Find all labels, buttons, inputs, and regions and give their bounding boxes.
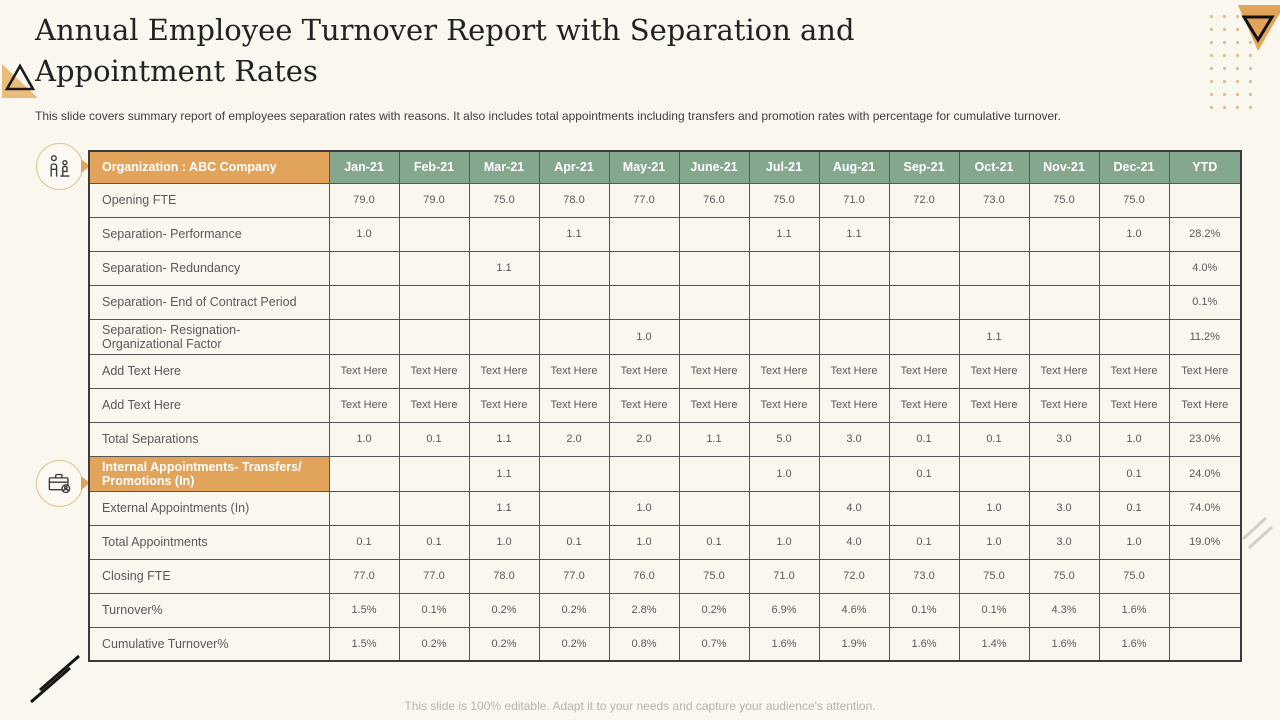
table-cell (819, 319, 889, 354)
table-cell (679, 217, 749, 251)
table-cell: 1.9% (819, 627, 889, 661)
table-cell (399, 251, 469, 285)
row-label: Separation- Resignation- Organizational Factor (89, 319, 329, 354)
table-cell[interactable]: Text Here (819, 388, 889, 422)
table-cell: 1.0 (959, 525, 1029, 559)
table-cell: 0.1% (399, 593, 469, 627)
table-cell: 4.0% (1169, 251, 1241, 285)
table-cell: 3.0 (819, 422, 889, 456)
row-label: Opening FTE (89, 183, 329, 217)
table-cell: 1.1 (469, 456, 539, 491)
table-cell: 1.0 (329, 422, 399, 456)
table-cell (1029, 456, 1099, 491)
table-row (89, 183, 1241, 217)
table-cell: 0.1% (959, 593, 1029, 627)
table-cell: 4.6% (819, 593, 889, 627)
row-label: Closing FTE (89, 559, 329, 593)
table-cell: 4.3% (1029, 593, 1099, 627)
table-cell: 74.0% (1169, 491, 1241, 525)
table-cell: 0.2% (679, 593, 749, 627)
table-cell (959, 251, 1029, 285)
table-cell: 0.1 (1099, 491, 1169, 525)
table-cell: 1.0 (469, 525, 539, 559)
table-cell (819, 251, 889, 285)
table-row (89, 285, 1241, 319)
table-cell: 0.1 (399, 422, 469, 456)
column-header: Jul-21 (749, 151, 819, 183)
table-cell: 1.0 (749, 525, 819, 559)
table-cell: 73.0 (959, 183, 1029, 217)
table-cell[interactable]: Text Here (609, 388, 679, 422)
table-cell: 77.0 (609, 183, 679, 217)
table-cell (539, 456, 609, 491)
table-cell (1029, 217, 1099, 251)
table-cell (1029, 251, 1099, 285)
table-row (89, 354, 1241, 388)
table-cell (539, 319, 609, 354)
table-cell[interactable]: Text Here (1169, 354, 1241, 388)
employees-icon (36, 143, 83, 190)
table-cell (679, 319, 749, 354)
table-cell: 79.0 (399, 183, 469, 217)
table-cell (329, 319, 399, 354)
table-cell: 75.0 (1099, 559, 1169, 593)
table-cell: 75.0 (469, 183, 539, 217)
table-cell: 1.4% (959, 627, 1029, 661)
table-cell (609, 456, 679, 491)
table-cell: 0.2% (469, 593, 539, 627)
table-cell: 0.1% (889, 593, 959, 627)
row-label: Total Appointments (89, 525, 329, 559)
table-cell: 0.2% (399, 627, 469, 661)
table-cell[interactable]: Text Here (399, 354, 469, 388)
table-cell (399, 319, 469, 354)
table-cell (749, 491, 819, 525)
table-cell: 11.2% (1169, 319, 1241, 354)
table-cell (469, 285, 539, 319)
table-cell (1099, 251, 1169, 285)
table-cell: 1.1 (679, 422, 749, 456)
table-cell[interactable]: Text Here (959, 354, 1029, 388)
table-cell (1169, 183, 1241, 217)
row-label: Turnover% (89, 593, 329, 627)
table-org-header: Organization : ABC Company (89, 151, 329, 183)
table-cell (539, 251, 609, 285)
table-cell[interactable]: Text Here (889, 388, 959, 422)
table-cell: 2.8% (609, 593, 679, 627)
footer-note: This slide is 100% editable. Adapt it to your needs and capture your audience's attention. (404, 699, 876, 713)
table-cell: 23.0% (1169, 422, 1241, 456)
table-cell: 1.1 (469, 251, 539, 285)
table-cell[interactable]: Text Here (329, 354, 399, 388)
row-label: Separation- Redundancy (89, 251, 329, 285)
table-cell: 1.0 (609, 491, 679, 525)
table-cell (749, 285, 819, 319)
table-cell: 1.6% (1099, 627, 1169, 661)
table-cell (1169, 559, 1241, 593)
table-cell[interactable]: Text Here (1169, 388, 1241, 422)
table-cell: 1.6% (1099, 593, 1169, 627)
table-cell: 0.2% (539, 627, 609, 661)
column-header: May-21 (609, 151, 679, 183)
table-cell (329, 251, 399, 285)
row-label[interactable]: Add Text Here (89, 388, 329, 422)
table-cell (679, 456, 749, 491)
table-cell (609, 285, 679, 319)
table-cell: 1.1 (469, 491, 539, 525)
table-cell: 1.0 (1099, 525, 1169, 559)
table-cell: 3.0 (1029, 422, 1099, 456)
subtitle: This slide covers summary report of employees separation rates with reasons. It also includes total appointments including transfers and promotion rates with percentage for cumulative turnover. (35, 109, 1061, 123)
table-cell: 75.0 (1099, 183, 1169, 217)
table-cell (749, 319, 819, 354)
table-cell[interactable]: Text Here (399, 388, 469, 422)
table-cell: 1.0 (609, 525, 679, 559)
table-cell (399, 491, 469, 525)
table-cell[interactable]: Text Here (1029, 388, 1099, 422)
table-cell: 1.6% (1029, 627, 1099, 661)
table-cell (469, 319, 539, 354)
table-cell (889, 251, 959, 285)
table-cell (679, 285, 749, 319)
table-cell: 1.6% (889, 627, 959, 661)
table-cell (469, 217, 539, 251)
table-cell[interactable]: Text Here (469, 354, 539, 388)
table-cell: 3.0 (1029, 525, 1099, 559)
table-cell: 1.5% (329, 627, 399, 661)
table-cell (959, 285, 1029, 319)
table-cell[interactable]: Text Here (1099, 388, 1169, 422)
table-cell (959, 217, 1029, 251)
table-cell: 1.1 (959, 319, 1029, 354)
table-cell: 0.7% (679, 627, 749, 661)
table-cell (399, 285, 469, 319)
table-cell[interactable]: Text Here (819, 354, 889, 388)
table-cell[interactable]: Text Here (539, 388, 609, 422)
table-cell: 0.1 (399, 525, 469, 559)
table-cell[interactable]: Text Here (539, 354, 609, 388)
column-header: YTD (1169, 151, 1241, 183)
table-cell[interactable]: Text Here (679, 354, 749, 388)
table-cell: 0.1 (1099, 456, 1169, 491)
table-row (89, 319, 1241, 354)
row-label: External Appointments (In) (89, 491, 329, 525)
table-cell: 77.0 (329, 559, 399, 593)
triangle-down-icon (1234, 5, 1280, 57)
table-row (89, 593, 1241, 627)
table-cell: 1.0 (609, 319, 679, 354)
table-row (89, 491, 1241, 525)
table-cell: 76.0 (609, 559, 679, 593)
table-cell: 0.1 (889, 456, 959, 491)
table-cell (889, 491, 959, 525)
table-row (89, 217, 1241, 251)
table-cell: 1.1 (539, 217, 609, 251)
page-title: Annual Employee Turnover Report with Separation and Appointment Rates (35, 13, 855, 88)
double-slash-icon (1238, 512, 1278, 556)
table-cell: 1.0 (749, 456, 819, 491)
table-cell[interactable]: Text Here (469, 388, 539, 422)
table-cell[interactable]: Text Here (959, 388, 1029, 422)
table-cell: 2.0 (539, 422, 609, 456)
table-cell (539, 285, 609, 319)
table-cell (539, 491, 609, 525)
table-cell: 0.1 (889, 422, 959, 456)
table-cell[interactable]: Text Here (609, 354, 679, 388)
table-cell: 1.1 (749, 217, 819, 251)
table-header-row (89, 151, 1241, 183)
column-header: Oct-21 (959, 151, 1029, 183)
column-header: Apr-21 (539, 151, 609, 183)
column-header: Mar-21 (469, 151, 539, 183)
table-cell: 75.0 (959, 559, 1029, 593)
column-header: Sep-21 (889, 151, 959, 183)
table-cell: 19.0% (1169, 525, 1241, 559)
table-cell[interactable]: Text Here (1029, 354, 1099, 388)
table-cell: 78.0 (469, 559, 539, 593)
column-header: June-21 (679, 151, 749, 183)
table-cell (679, 251, 749, 285)
turnover-table (88, 150, 1242, 662)
table-cell: 1.0 (1099, 217, 1169, 251)
table-cell: 78.0 (539, 183, 609, 217)
table-cell (1029, 285, 1099, 319)
table-cell (1029, 319, 1099, 354)
table-cell (819, 456, 889, 491)
row-label: Total Separations (89, 422, 329, 456)
table-cell (959, 456, 1029, 491)
table-cell: 72.0 (889, 183, 959, 217)
table-cell (1099, 285, 1169, 319)
table-cell: 73.0 (889, 559, 959, 593)
row-label: Cumulative Turnover% (89, 627, 329, 661)
table-row (89, 627, 1241, 661)
table-row (89, 422, 1241, 456)
table-cell: 28.2% (1169, 217, 1241, 251)
table-row (89, 251, 1241, 285)
table-cell (399, 456, 469, 491)
table-cell[interactable]: Text Here (679, 388, 749, 422)
table-cell: 1.6% (749, 627, 819, 661)
column-header: Dec-21 (1099, 151, 1169, 183)
table-cell: 0.1% (1169, 285, 1241, 319)
column-header: Aug-21 (819, 151, 889, 183)
table-cell: 1.0 (1099, 422, 1169, 456)
row-label[interactable]: Add Text Here (89, 354, 329, 388)
table-cell: 1.0 (329, 217, 399, 251)
table-cell (329, 285, 399, 319)
row-label: Internal Appointments- Transfers/ Promotions (In) (89, 456, 329, 491)
table-cell: 5.0 (749, 422, 819, 456)
table-row (89, 388, 1241, 422)
table-cell (889, 285, 959, 319)
table-cell: 71.0 (819, 183, 889, 217)
table-cell: 0.2% (539, 593, 609, 627)
table-cell (329, 456, 399, 491)
table-cell[interactable]: Text Here (329, 388, 399, 422)
table-cell: 1.1 (469, 422, 539, 456)
row-label: Separation- Performance (89, 217, 329, 251)
table-cell: 3.0 (1029, 491, 1099, 525)
table-cell[interactable]: Text Here (749, 354, 819, 388)
briefcase-person-icon (36, 460, 83, 507)
table-cell (889, 217, 959, 251)
table-cell: 0.8% (609, 627, 679, 661)
table-row (89, 559, 1241, 593)
table-cell: 75.0 (679, 559, 749, 593)
table-cell: 24.0% (1169, 456, 1241, 491)
table-cell: 79.0 (329, 183, 399, 217)
table-cell: 2.0 (609, 422, 679, 456)
table-cell: 1.1 (819, 217, 889, 251)
table-cell (609, 251, 679, 285)
double-slash-icon (24, 650, 86, 706)
table-cell: 77.0 (539, 559, 609, 593)
table-cell: 75.0 (1029, 559, 1099, 593)
table-cell: 0.1 (959, 422, 1029, 456)
table-cell (889, 319, 959, 354)
table-cell (679, 491, 749, 525)
table-cell: 4.0 (819, 491, 889, 525)
table-cell (1169, 593, 1241, 627)
column-header: Nov-21 (1029, 151, 1099, 183)
column-header: Feb-21 (399, 151, 469, 183)
table-cell (609, 217, 679, 251)
table-row (89, 456, 1241, 491)
table-cell (329, 491, 399, 525)
row-label: Separation- End of Contract Period (89, 285, 329, 319)
table-cell (399, 217, 469, 251)
table-cell: 76.0 (679, 183, 749, 217)
table-cell[interactable]: Text Here (1099, 354, 1169, 388)
table-cell: 75.0 (1029, 183, 1099, 217)
table-cell: 6.9% (749, 593, 819, 627)
table-cell: 0.1 (679, 525, 749, 559)
table-cell (749, 251, 819, 285)
table-cell: 72.0 (819, 559, 889, 593)
table-row (89, 525, 1241, 559)
table-cell: 75.0 (749, 183, 819, 217)
table-cell (819, 285, 889, 319)
table-cell (1099, 319, 1169, 354)
table-cell: 1.0 (959, 491, 1029, 525)
table-cell[interactable]: Text Here (749, 388, 819, 422)
table-cell: 0.1 (889, 525, 959, 559)
table-cell: 77.0 (399, 559, 469, 593)
table-cell[interactable]: Text Here (889, 354, 959, 388)
table-cell: 0.1 (329, 525, 399, 559)
table-cell: 0.2% (469, 627, 539, 661)
table-cell: 71.0 (749, 559, 819, 593)
table-cell: 4.0 (819, 525, 889, 559)
table-cell (1169, 627, 1241, 661)
table-cell: 1.5% (329, 593, 399, 627)
table-cell: 0.1 (539, 525, 609, 559)
column-header: Jan-21 (329, 151, 399, 183)
